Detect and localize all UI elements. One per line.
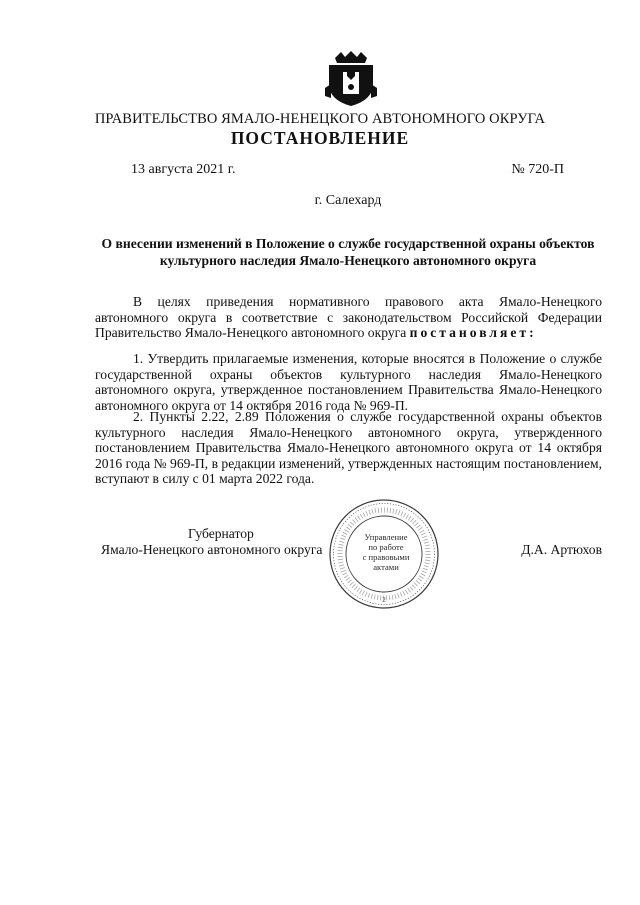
document-date: 13 августа 2021 г. xyxy=(131,162,236,177)
seal-number: 2 xyxy=(382,596,386,604)
preamble-emphasis: постановляет: xyxy=(409,325,537,341)
regional-emblem-icon xyxy=(325,50,377,108)
seal-center-text xyxy=(360,532,412,572)
seal-line-4: актами xyxy=(373,562,399,572)
preamble-text: В целях приведения нормативного правового акта Ямало-Ненецкого автономного округа в соответствие с законодательством Российской Федерации Правительство Ямало-Ненецкого автономного округа xyxy=(95,294,602,341)
seal-line-1: Управление xyxy=(364,532,408,542)
document-type: ПОСТАНОВЛЕНИЕ xyxy=(230,128,410,148)
document-city: г. Салехард xyxy=(314,193,382,208)
seal-line-3: с правовыми xyxy=(362,552,410,562)
signatory-position-line2: Ямало-Ненецкого автономного округа xyxy=(101,542,323,557)
document-title: О внесении изменений в Положение о службе государственной охраны объектов культурного наследия Ямало-Ненецкого автономного округа xyxy=(101,236,595,268)
signatory-position-line1: Губернатор xyxy=(188,526,254,541)
seal-line-2: по работе xyxy=(368,542,404,552)
preamble-paragraph xyxy=(95,294,602,341)
item-paragraph-1: 1. Утвердить прилагаемые изменения, которые вносятся в Положение о службе государственной охраны объектов культурного наследия Ямало-Ненецкого автономного округа, утвержденное постановлением Правительства Ямало-Ненецкого автономного округа от 14 октября 2016 года № 969-П. xyxy=(95,351,602,413)
item-paragraph-2: 2. Пункты 2.22, 2.89 Положения о службе государственной охраны объектов культурного наследия Ямало-Ненецкого автономного округа, утвержденного постановлением Правительства Ямало-Ненецкого автономного округа от 14 октября 2016 года № 969-П, в редакции изменений, утвержденных настоящим постановлением, вступают в силу с 01 марта 2022 года. xyxy=(95,409,602,487)
document-number: № 720-П xyxy=(511,162,564,177)
signatory-name: Д.А. Артюхов xyxy=(521,542,602,557)
organization-name: ПРАВИТЕЛЬСТВО ЯМАЛО-НЕНЕЦКОГО АВТОНОМНОГО ОКРУГА xyxy=(94,111,546,127)
